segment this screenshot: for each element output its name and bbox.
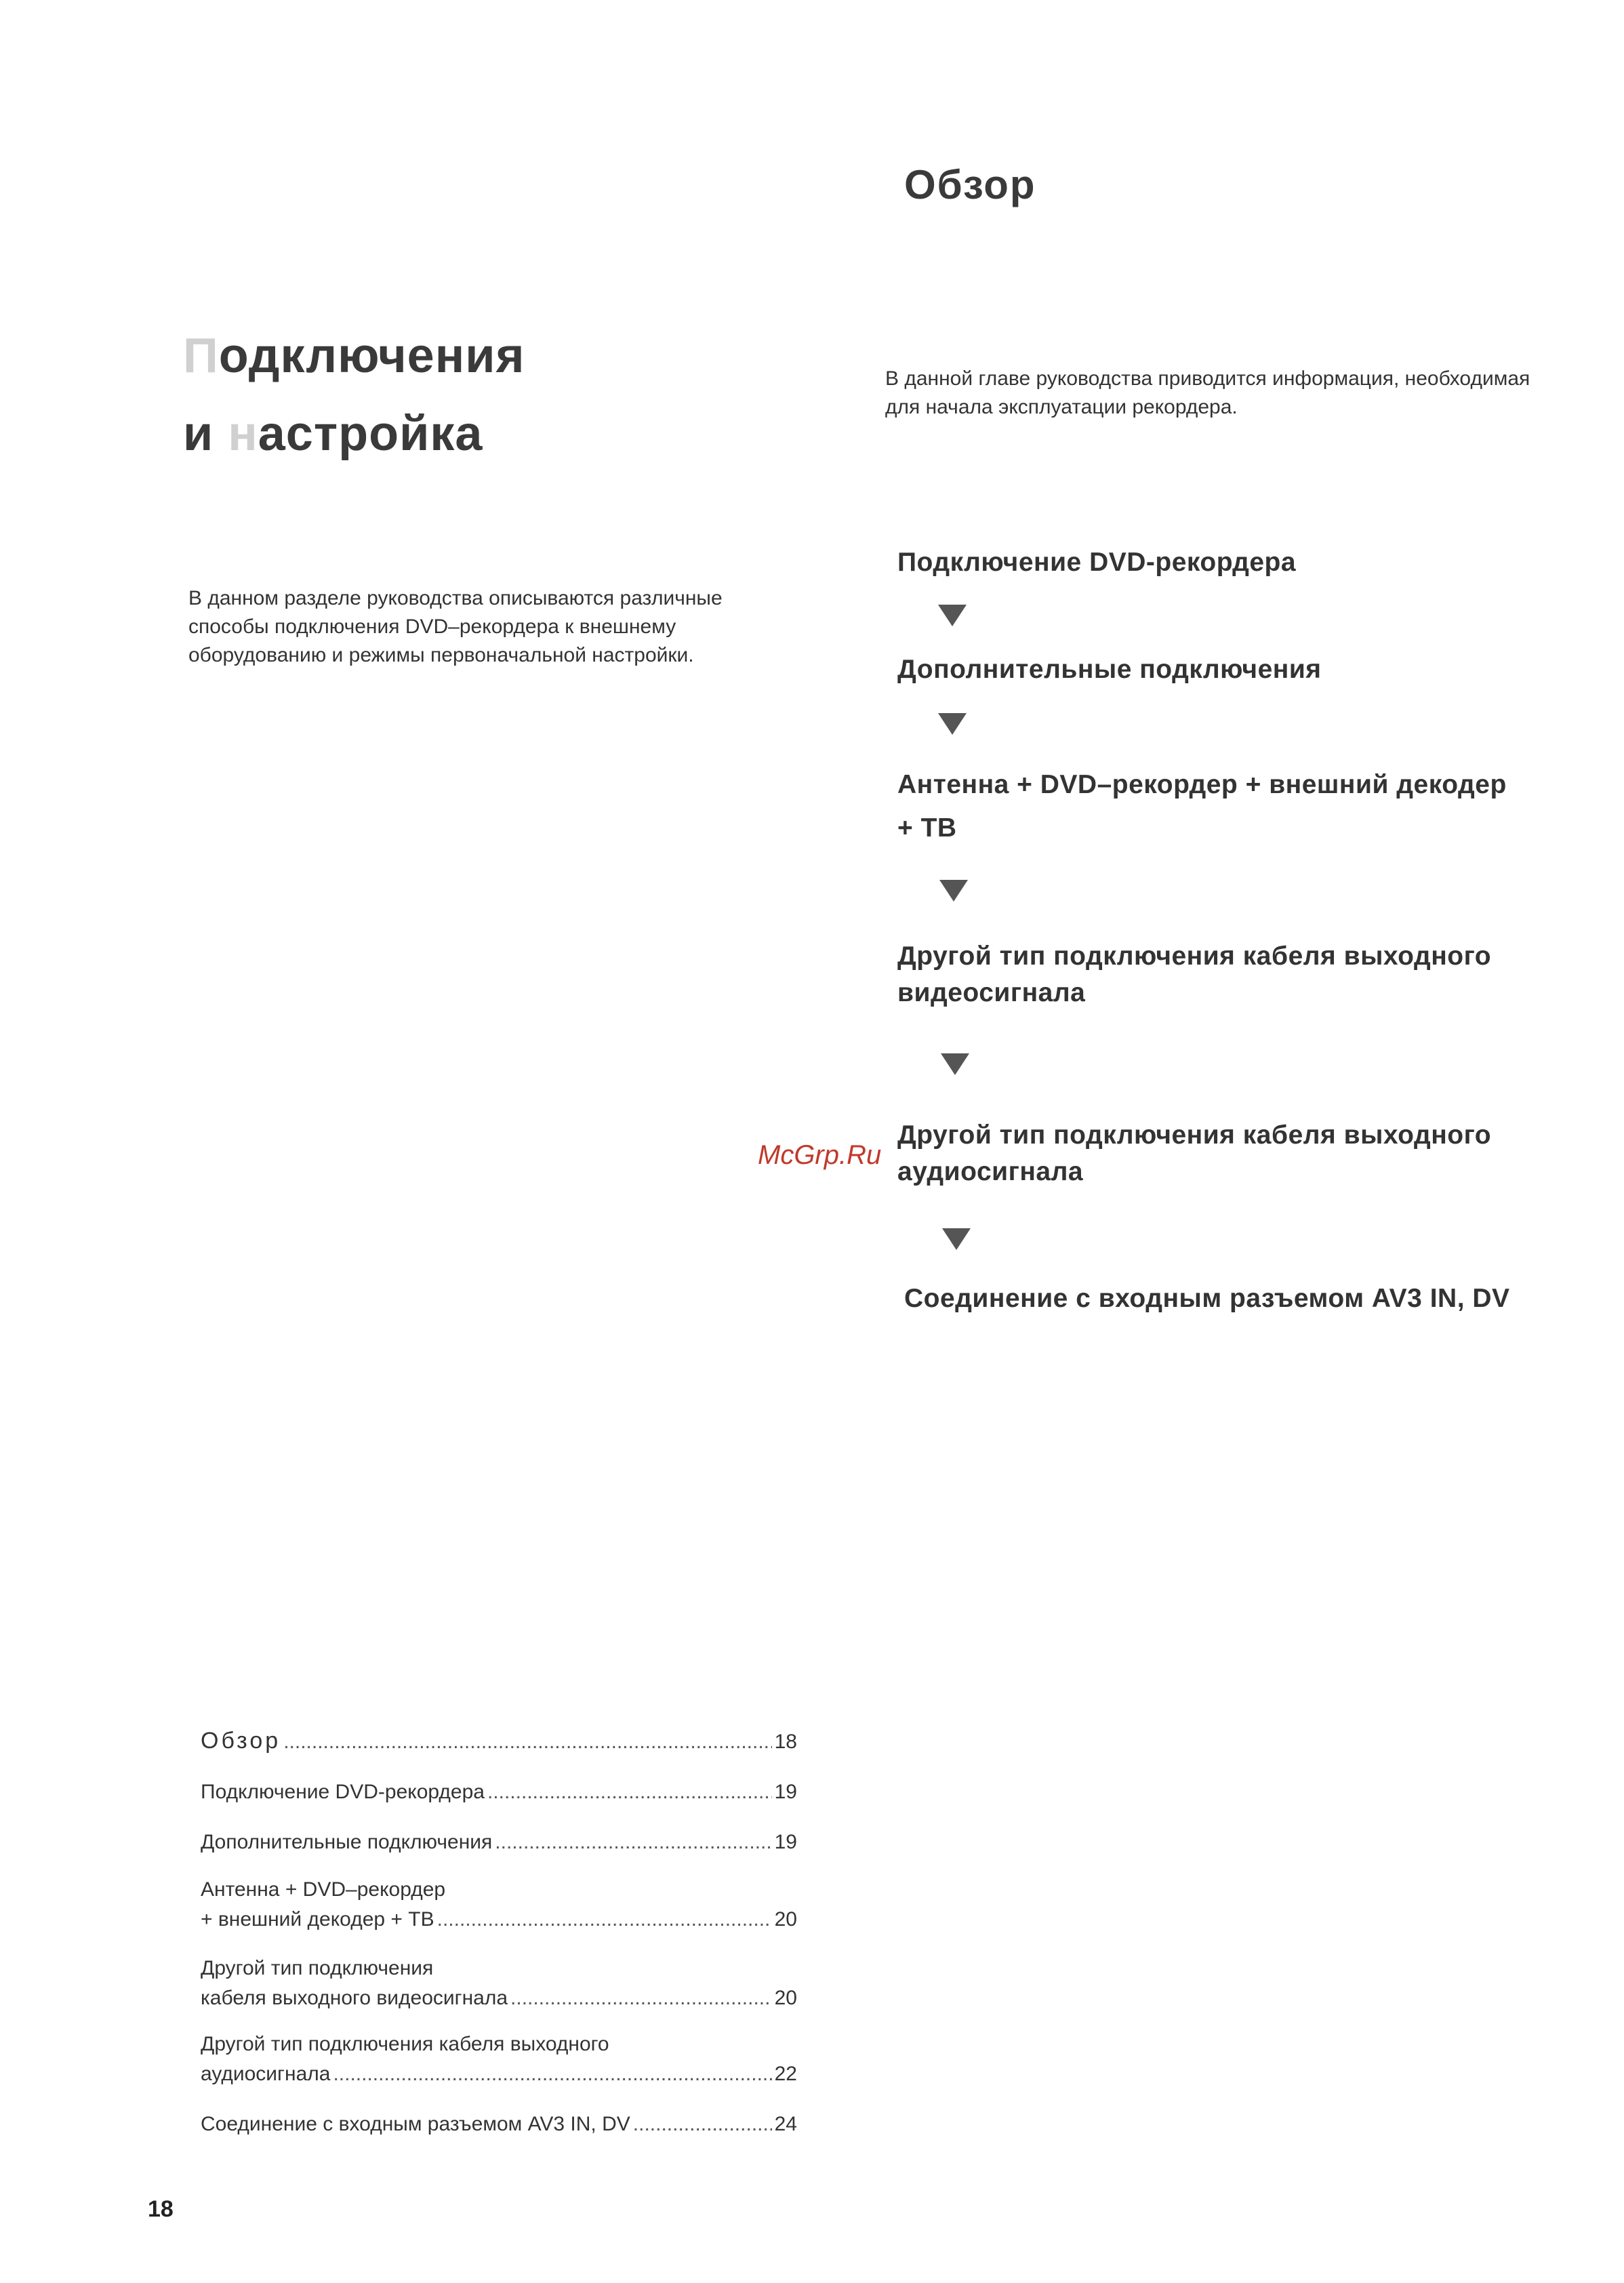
toc-entry-title-line-1: Другой тип подключения	[201, 1957, 434, 1979]
chapter-title-initial-2: н	[228, 407, 258, 461]
chapter-description: В данном разделе руководства описываются различные способы подключения DVD–рекордера к внешнему оборудованию и режимы первоначальной настройки.	[188, 587, 723, 666]
down-arrow-icon	[941, 1053, 969, 1075]
toc-entry-title: аудиосигнала	[201, 2063, 331, 2085]
toc-leader-dots	[333, 2059, 771, 2089]
page-number: 18	[148, 2196, 174, 2222]
toc-entry-page: 24	[774, 2113, 797, 2135]
chapter-title-initial-1: П	[183, 329, 219, 383]
section-intro: В данной главе руководства приводится информация, необходимая для начала эксплуатации рекордера.	[885, 367, 1530, 418]
chapter-title-line-1	[183, 317, 525, 395]
down-arrow-icon	[939, 880, 968, 902]
watermark: McGrp.Ru	[758, 1140, 882, 1170]
toc-entry-title: Обзор	[201, 1728, 281, 1754]
toc-leader-dots	[510, 1983, 772, 2013]
toc-entry-page: 20	[774, 1908, 797, 1931]
flow-step-6: Соединение с входным разъемом AV3 IN, DV	[904, 1284, 1510, 1313]
toc-entry-title-line-1: Антенна + DVD–рекордер	[201, 1878, 446, 1901]
toc-entry[interactable]	[201, 1954, 797, 2013]
toc-entry-page: 22	[774, 2063, 797, 2085]
flow-step-5: Другой тип подключения кабеля выходного аудиосигнала	[897, 1120, 1492, 1186]
down-arrow-icon	[938, 605, 967, 626]
flow-step-3: Антенна + DVD–рекордер + внешний декодер + ТВ	[897, 770, 1507, 843]
chapter-title-line-2	[183, 395, 525, 473]
toc-entry[interactable]	[201, 2029, 797, 2089]
flow-step-1: Подключение DVD-рекордера	[897, 548, 1297, 577]
toc-entry-title: Дополнительные подключения	[201, 1831, 493, 1853]
toc-entry[interactable]	[201, 1827, 797, 1857]
toc-entry-title-line-1: Другой тип подключения кабеля выходного	[201, 2033, 609, 2055]
toc-leader-dots	[437, 1905, 772, 1935]
toc-entry[interactable]	[201, 1875, 797, 1935]
flow-step-4: Другой тип подключения кабеля выходного видеосигнала	[897, 942, 1492, 1007]
toc-entry-page: 20	[774, 1987, 797, 2009]
toc-leader-dots	[283, 1727, 771, 1757]
flow-step-2: Дополнительные подключения	[897, 655, 1322, 684]
toc-entry-page: 18	[774, 1731, 797, 1753]
toc-entry-title: Подключение DVD-рекордера	[201, 1781, 485, 1803]
toc-leader-dots	[487, 1777, 772, 1807]
toc-entry[interactable]	[201, 1777, 797, 1807]
toc-entry-title: Соединение с входным разъемом AV3 IN, DV	[201, 2113, 630, 2135]
toc-leader-dots	[495, 1827, 771, 1857]
toc-entry[interactable]	[201, 2109, 797, 2139]
chapter-title	[183, 317, 525, 473]
down-arrow-icon	[938, 713, 967, 735]
toc-leader-dots	[633, 2109, 772, 2139]
section-title: Обзор	[904, 162, 1036, 207]
toc-entry-title: + внешний декодер + ТВ	[201, 1908, 434, 1931]
toc-entry[interactable]	[201, 1726, 797, 1757]
toc-entry-title: кабеля выходного видеосигнала	[201, 1987, 508, 2009]
toc-entry-page: 19	[774, 1831, 797, 1853]
down-arrow-icon	[942, 1228, 971, 1250]
chapter-title-rest-2: астройка	[258, 407, 483, 461]
chapter-title-start-2: и	[183, 407, 228, 461]
toc-entry-page: 19	[774, 1781, 797, 1803]
chapter-title-rest-1: одключения	[218, 329, 525, 383]
